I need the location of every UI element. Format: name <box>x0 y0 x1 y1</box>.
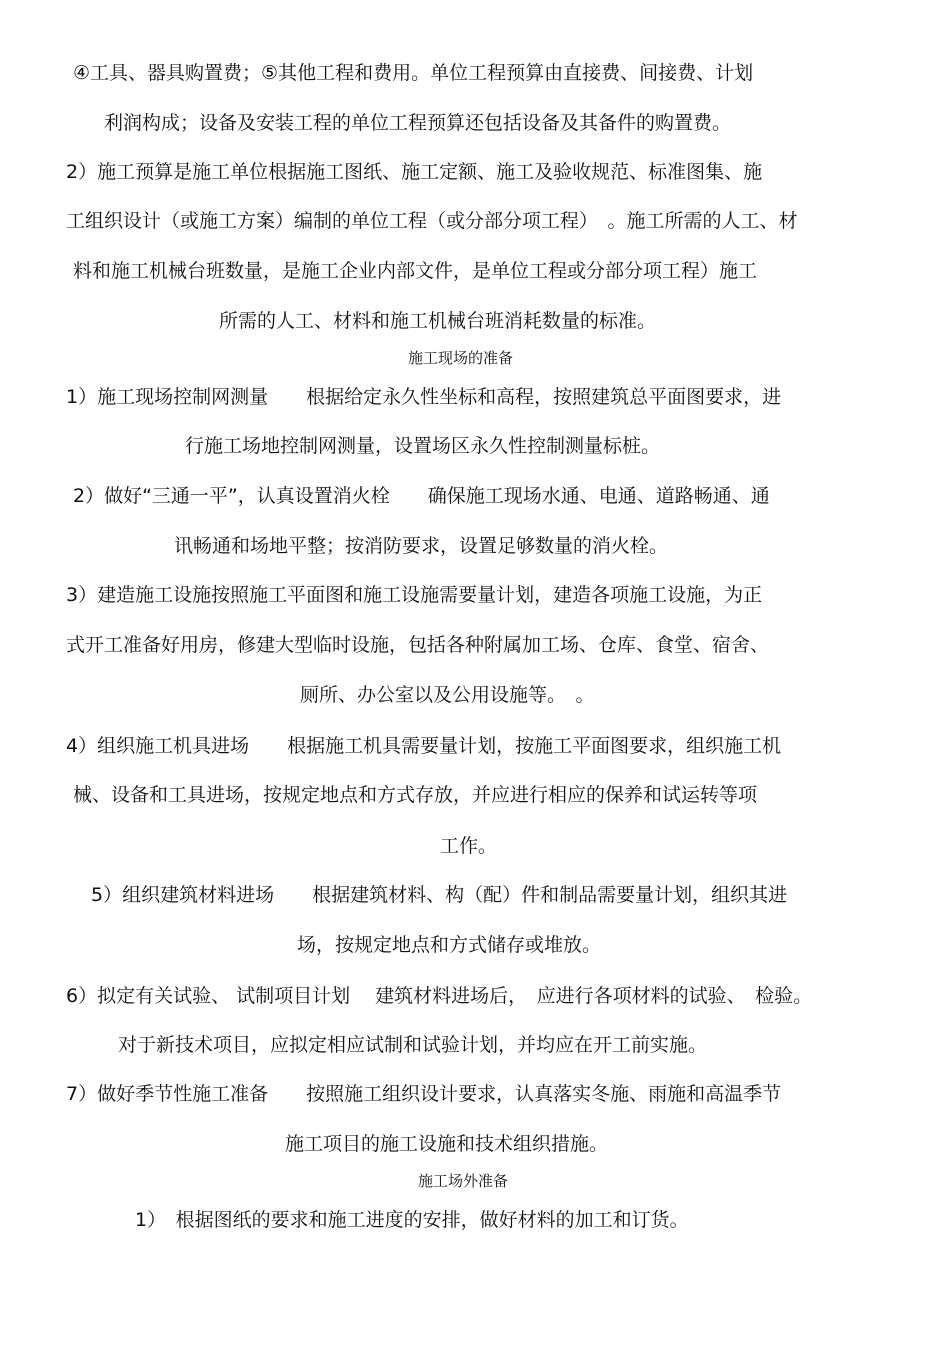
text-line: 施工项目的施工设施和技术组织措施。 <box>285 1133 609 1155</box>
section-heading-offsite-preparation: 施工场外准备 <box>418 1172 509 1190</box>
text-line: 6）拟定有关试验、 试制项目计划 建筑材料进场后， 应进行各项材料的试验、 检验。 <box>66 985 813 1007</box>
text-line: 2）施工预算是施工单位根据施工图纸、施工定额、施工及验收规范、标准图集、施 <box>66 161 763 183</box>
text-line: 厕所、办公室以及公用设施等。 。 <box>300 684 595 706</box>
text-line: 式开工准备好用房，修建大型临时设施，包括各种附属加工场、仓库、食堂、宿舍、 <box>66 634 770 656</box>
text-line: 3）建造施工设施按照施工平面图和施工设施需要量计划，建造各项施工设施，为正 <box>66 584 763 606</box>
text-line: 1） 根据图纸的要求和施工进度的安排，做好材料的加工和订货。 <box>135 1209 689 1231</box>
text-line: 4）组织施工机具进场 根据施工机具需要量计划，按施工平面图要求，组织施工机 <box>66 735 782 757</box>
text-line: 场，按规定地点和方式储存或堆放。 <box>297 934 602 956</box>
text-line: 1）施工现场控制网测量 根据给定永久性坐标和高程，按照建筑总平面图要求，进 <box>66 386 782 408</box>
text-line: 讯畅通和场地平整；按消防要求，设置足够数量的消火栓。 <box>174 535 669 557</box>
text-line: 工作。 <box>440 835 498 857</box>
text-line: 所需的人工、材料和施工机械台班消耗数量的标准。 <box>219 310 657 332</box>
text-line: ④工具、器具购置费；⑤其他工程和费用。单位工程预算由直接费、间接费、计划 <box>73 62 754 84</box>
text-line: 行施工场地控制网测量，设置场区永久性控制测量标桩。 <box>185 435 661 457</box>
text-line: 料和施工机械台班数量，是施工企业内部文件，是单位工程或分部分项工程）施工 <box>73 260 758 282</box>
section-heading-site-preparation: 施工现场的准备 <box>408 349 514 367</box>
text-line: 械、设备和工具进场，按规定地点和方式存放，并应进行相应的保养和试运转等项 <box>73 784 758 806</box>
text-line: 5）组织建筑材料进场 根据建筑材料、构（配）件和制品需要量计划，组织其进 <box>91 884 788 906</box>
text-line: 2）做好“三通一平”，认真设置消火栓 确保施工现场水通、电通、道路畅通、通 <box>73 485 770 507</box>
text-line: 7）做好季节性施工准备 按照施工组织设计要求，认真落实冬施、雨施和高温季节 <box>66 1083 782 1105</box>
text-line: 对于新技术项目，应拟定相应试制和试验计划，并均应在开工前实施。 <box>118 1034 708 1056</box>
text-line: 利润构成；设备及安装工程的单位工程预算还包括设备及其备件的购置费。 <box>104 112 732 134</box>
text-line: 工组织设计（或施工方案）编制的单位工程（或分部分项工程） 。施工所需的人工、材 <box>66 210 798 232</box>
